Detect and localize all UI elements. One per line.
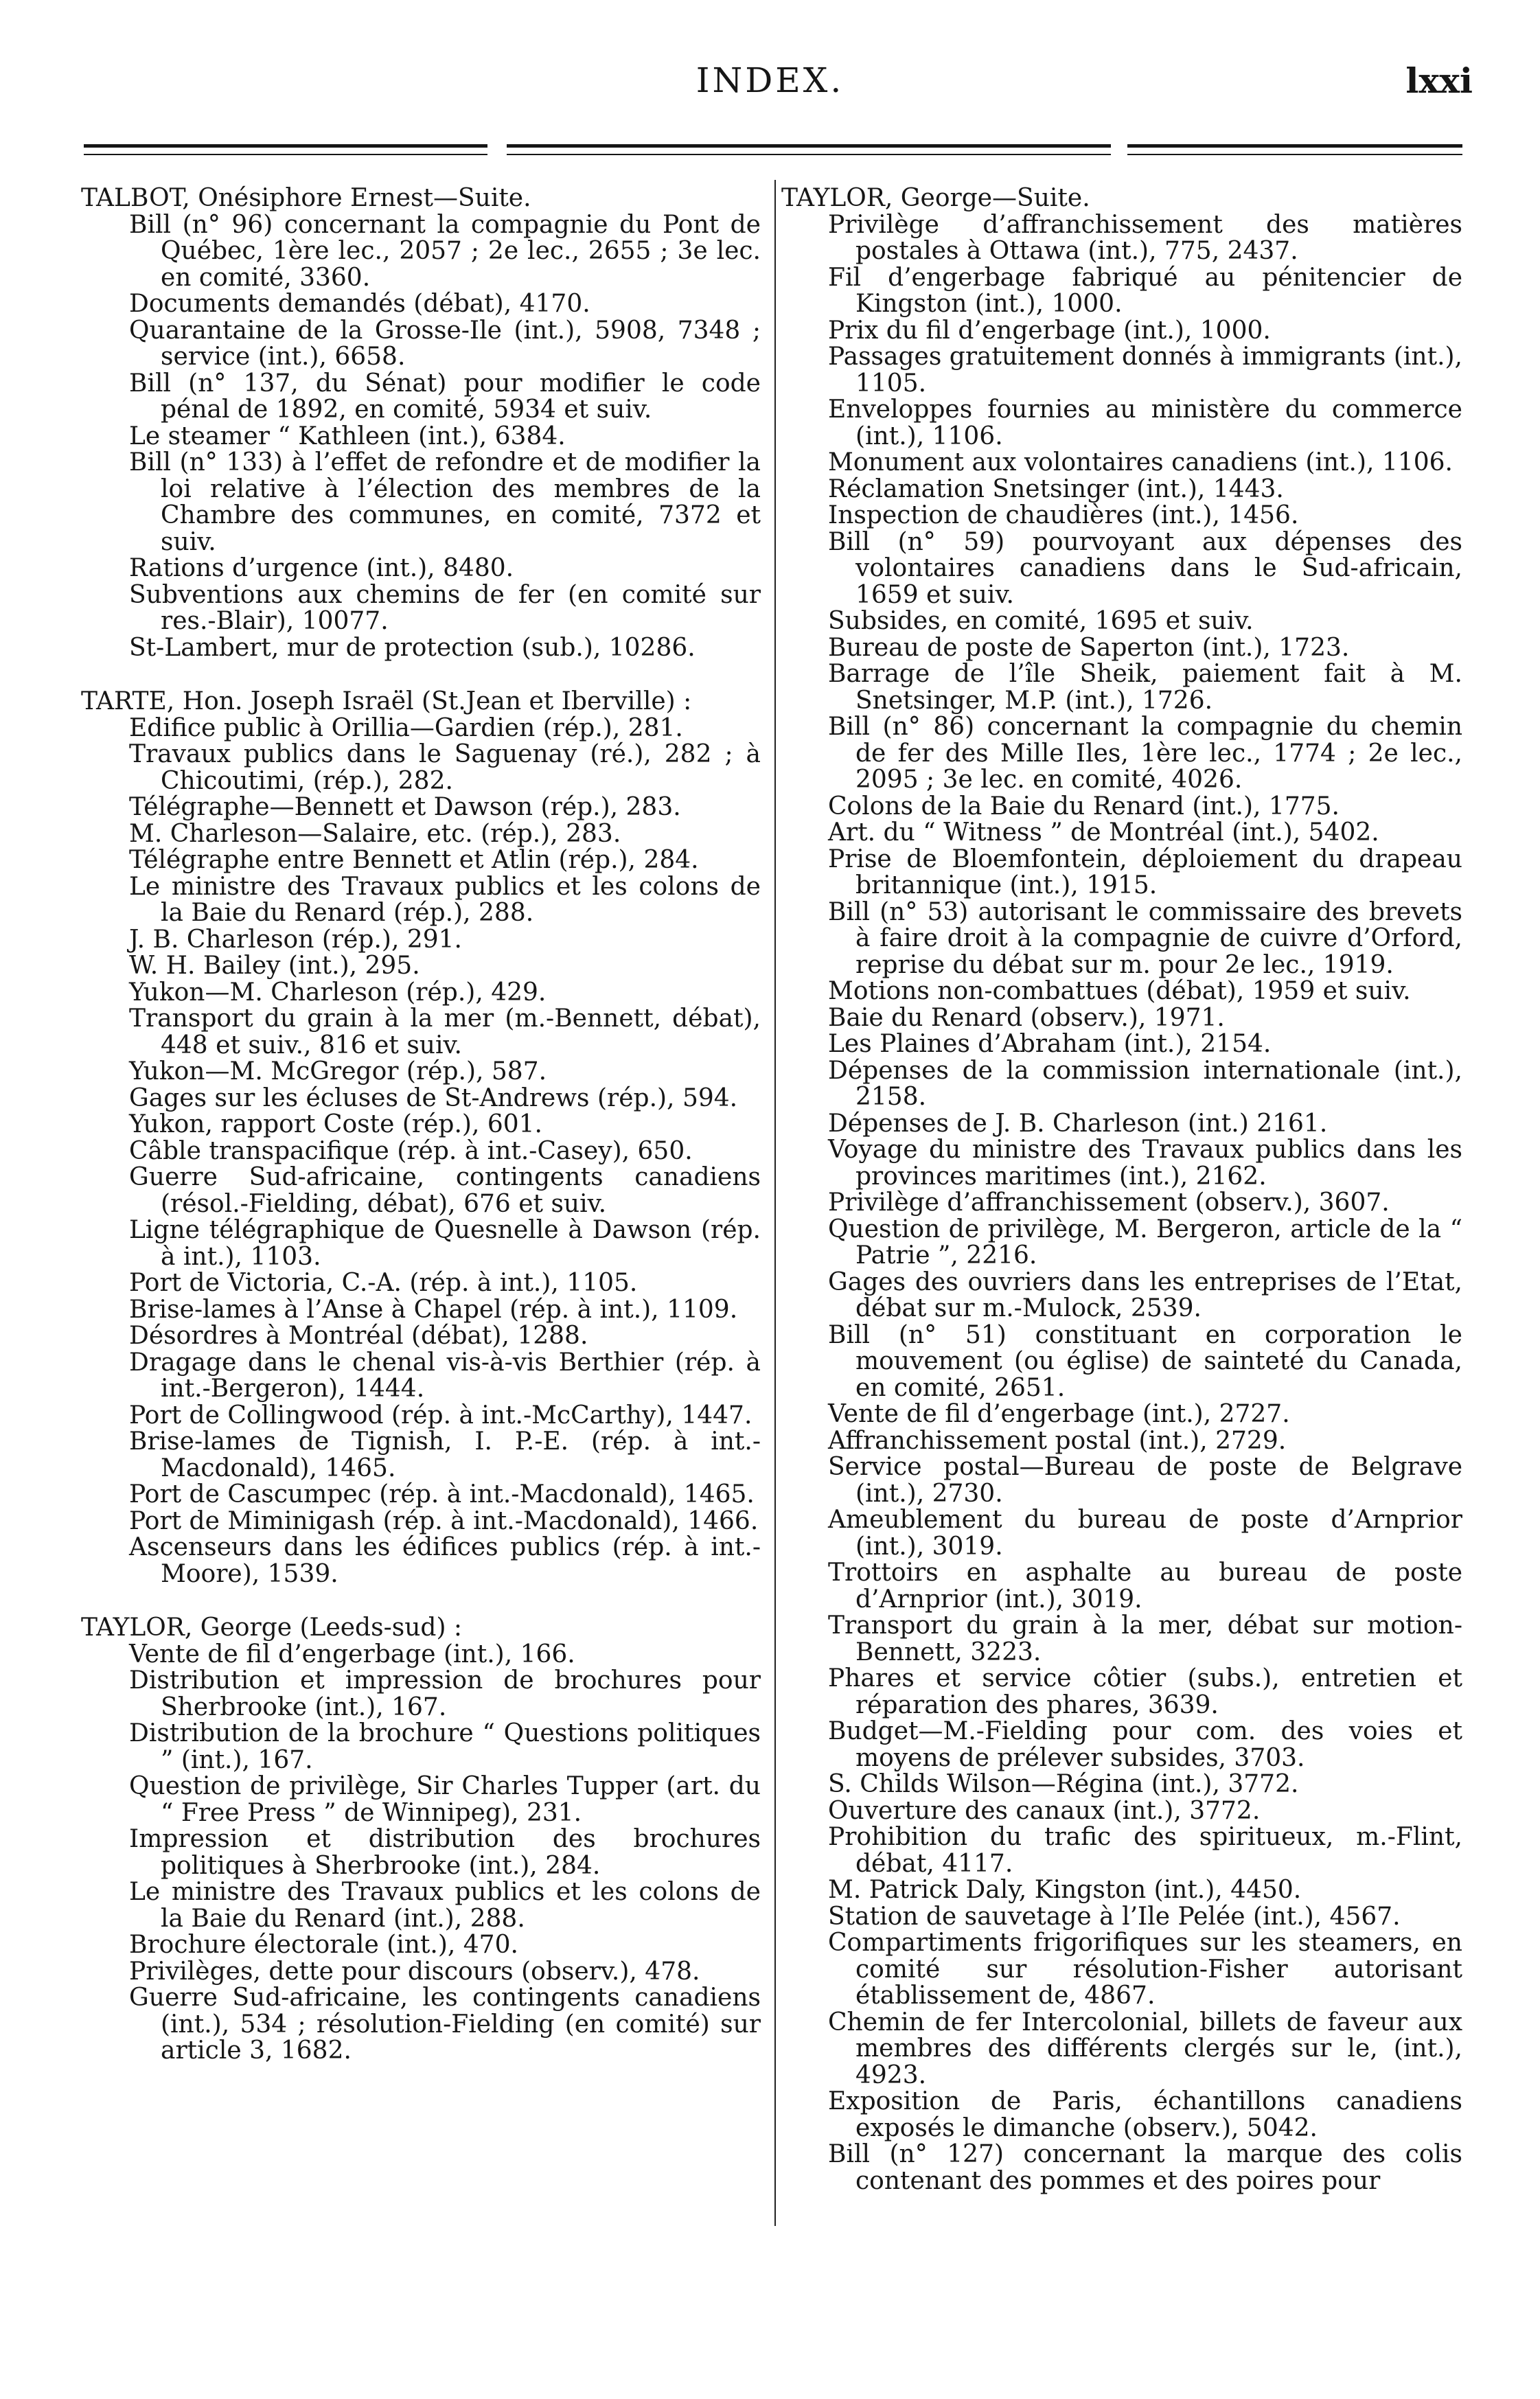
page-title: INDEX. [696, 60, 844, 100]
entry-item: Monument aux volontaires canadiens (int.), 1106. [828, 448, 1453, 477]
entry-item: M. Patrick Daly, Kingston (int.), 4450. [828, 1876, 1302, 1904]
entry-item: M. Charleson—Salaire, etc. (rép.), 283. [129, 819, 621, 848]
entry-item: Bill (n° 51) constituant en corporation le mouvement (ou église) de sainteté du Canada, en comité, 2651. [828, 1320, 1462, 1402]
entry-gap [81, 661, 761, 689]
entry-item: Trottoirs en asphalte au bureau de poste d’Arnprior (int.), 3019. [828, 1559, 1462, 1614]
entry-item: Port de Miminigash (rép. à int.-Macdonald), 1466. [129, 1506, 759, 1535]
header-rule-right-thin [1127, 154, 1462, 155]
entry-item: Subsides, en comité, 1695 et suiv. [828, 607, 1254, 635]
entry-item: Le steamer “ Kathleen (int.), 6384. [129, 422, 566, 450]
entry-item: S. Childs Wilson—Régina (int.), 3772. [828, 1770, 1299, 1798]
entry-item: Yukon, rapport Coste (rép.), 601. [129, 1110, 542, 1138]
entry-item: Service postal—Bureau de poste de Belgrave (int.), 2730. [828, 1453, 1462, 1508]
entry-item: Documents demandés (débat), 4170. [129, 290, 590, 318]
entry-item: Ouverture des canaux (int.), 3772. [828, 1796, 1261, 1825]
entry-item: Inspection de chaudières (int.), 1456. [828, 501, 1299, 529]
entry-item: J. B. Charleson (rép.), 291. [129, 925, 462, 954]
entry-heading: TAYLOR, George (Leeds-sud) : [81, 1614, 463, 1642]
entry-item: Yukon—M. Charleson (rép.), 429. [129, 978, 547, 1007]
entry-item: Prise de Bloemfontein, déploiement du drapeau britannique (int.), 1915. [828, 845, 1462, 899]
entry-item: Port de Cascumpec (rép. à int.-Macdonald), 1465. [129, 1480, 755, 1508]
entry-item: Bill (n° 137, du Sénat) pour modifier le code pénal de 1892, en comité, 5934 et suiv. [129, 369, 761, 424]
entry-item: Désordres à Montréal (débat), 1288. [129, 1322, 588, 1350]
entry-item: Budget—M.-Fielding pour com. des voies et moyens de prélever subsides, 3703. [828, 1717, 1462, 1772]
entry-item: Voyage du ministre des Travaux publics dans les provinces maritimes (int.), 2162. [828, 1136, 1462, 1191]
entry-item: Barrage de l’île Sheik, paiement fait à M. Snetsinger, M.P. (int.), 1726. [828, 660, 1462, 715]
entry-item: Bill (n° 59) pourvoyant aux dépenses des volontaires canadiens dans le Sud-africain, 1659 et suiv. [828, 527, 1462, 609]
entry-item: Question de privilège, Sir Charles Tupper (art. du “ Free Press ” de Winnipeg), 231. [129, 1772, 761, 1827]
entry-item: Passages gratuitement donnés à immigrants (int.), 1105. [828, 343, 1462, 398]
header-rule-left-thin [84, 154, 487, 155]
entry-item: Question de privilège, M. Bergeron, article de la “ Patrie ”, 2216. [828, 1215, 1462, 1270]
entry-item: Les Plaines d’Abraham (int.), 2154. [828, 1030, 1272, 1058]
entry-item: Dépenses de J. B. Charleson (int.) 2161. [828, 1109, 1328, 1138]
entry-item: Baie du Renard (observ.), 1971. [828, 1003, 1225, 1032]
entry-item: Art. du “ Witness ” de Montréal (int.), 5402. [828, 818, 1379, 847]
entry-item: Edifice public à Orillia—Gardien (rép.), 281. [129, 713, 683, 742]
entry-gap [81, 1587, 761, 1615]
entry-item: Impression et distribution des brochures politiques à Sherbrooke (int.), 284. [129, 1825, 761, 1880]
entry-item: W. H. Bailey (int.), 295. [129, 952, 420, 980]
right-column [781, 185, 1462, 2194]
entry-item: Vente de fil d’engerbage (int.), 2727. [828, 1400, 1290, 1428]
entry-item: Enveloppes fournies au ministère du commerce (int.), 1106. [828, 395, 1462, 450]
entry-item: Transport du grain à la mer, débat sur motion-Bennett, 3223. [828, 1611, 1462, 1666]
entry-item: Le ministre des Travaux publics et les colons de la Baie du Renard (rép.), 288. [129, 872, 761, 927]
entry-heading: TARTE, Hon. Joseph Israël (St.Jean et Iberville) : [81, 687, 692, 715]
entry-item: Bill (n° 86) concernant la compagnie du chemin de fer des Mille Iles, 1ère lec., 1774 ; 2e lec., 2095 ; 3e lec. en comité, 4026. [828, 713, 1462, 794]
entry-item: Motions non-combattues (débat), 1959 et suiv. [828, 977, 1411, 1005]
entry-item: Brise-lames de Tignish, I. P.-E. (rép. à int.-Macdonald), 1465. [129, 1427, 761, 1482]
entry-item: Travaux publics dans le Saguenay (ré.), 282 ; à Chicoutimi, (rép.), 282. [129, 740, 761, 795]
entry-item: Bureau de poste de Saperton (int.), 1723. [828, 633, 1350, 662]
entry-item: Privilège d’affranchissement (observ.), 3607. [828, 1189, 1390, 1217]
entry-item: Dépenses de la commission internationale (int.), 2158. [828, 1056, 1462, 1111]
entry-item: Gages sur les écluses de St-Andrews (rép.), 594. [129, 1083, 738, 1112]
page-number: lxxi [1405, 60, 1473, 101]
entry-item: Bill (n° 133) à l’effet de refondre et de modifier la loi relative à l’élection des membres de la Chambre des communes, en comité, 7372 et suiv. [129, 448, 761, 556]
entry-item: Compartiments frigorifiques sur les steamers, en comité sur résolution-Fisher autorisant établissement de, 4867. [828, 1929, 1462, 2010]
entry-item: Prix du fil d’engerbage (int.), 1000. [828, 316, 1271, 345]
header-rule-right-thick [1127, 144, 1462, 148]
entry-item: Privilèges, dette pour discours (observ.), 478. [129, 1957, 700, 1986]
entry-item: Télégraphe entre Bennett et Atlin (rép.), 284. [129, 846, 699, 874]
entry-item: Ligne télégraphique de Quesnelle à Dawson (rép. à int.), 1103. [129, 1216, 761, 1271]
index-entry [81, 1615, 761, 2065]
index-entry [81, 689, 761, 1587]
entry-item: Ascenseurs dans les édifices publics (rép. à int.-Moore), 1539. [129, 1533, 761, 1588]
entry-item: Bill (n° 53) autorisant le commissaire des brevets à faire droit à la compagnie de cuivre d’Orford, reprise du débat sur m. pour 2e lec., 1919. [828, 897, 1462, 979]
entry-item: Affranchissement postal (int.), 2729. [828, 1426, 1287, 1455]
entry-item: Colons de la Baie du Renard (int.), 1775. [828, 792, 1340, 820]
entry-item: Brochure électorale (int.), 470. [129, 1931, 518, 1959]
entry-heading: TALBOT, Onésiphore Ernest—Suite. [81, 184, 531, 212]
entry-item: Station de sauvetage à l’Ile Pelée (int.), 4567. [828, 1902, 1401, 1931]
index-entry [81, 185, 761, 661]
entry-item: Câble transpacifique (rép. à int.-Casey), 650. [129, 1136, 693, 1165]
entry-item: Exposition de Paris, échantillons canadiens exposés le dimanche (observ.), 5042. [828, 2087, 1462, 2142]
entry-item: Distribution et impression de brochures pour Sherbrooke (int.), 167. [129, 1666, 761, 1721]
entry-heading: TAYLOR, George—Suite. [781, 184, 1090, 212]
entry-item: Quarantaine de la Grosse-Ile (int.), 5908, 7348 ; service (int.), 6658. [129, 316, 761, 371]
entry-item: Yukon—M. McGregor (rép.), 587. [129, 1057, 547, 1086]
entry-item: Bill (n° 96) concernant la compagnie du Pont de Québec, 1ère lec., 2057 ; 2e lec., 2655 ; 3e lec. en comité, 3360. [129, 210, 761, 292]
index-entry [781, 185, 1462, 2194]
entry-item: Bill (n° 127) concernant la marque des colis contenant des pommes et des poires pour [828, 2140, 1462, 2195]
header-rule-center-thick [507, 144, 1111, 148]
entry-item: Gages des ouvriers dans les entreprises de l’Etat, débat sur m.-Mulock, 2539. [828, 1267, 1462, 1322]
entry-item: Fil d’engerbage fabriqué au pénitencier de Kingston (int.), 1000. [828, 263, 1462, 318]
entry-item: St-Lambert, mur de protection (sub.), 10286. [129, 633, 696, 662]
entry-item: Télégraphe—Bennett et Dawson (rép.), 283. [129, 793, 681, 821]
entry-item: Rations d’urgence (int.), 8480. [129, 554, 514, 582]
left-column [81, 185, 761, 2065]
entry-item: Le ministre des Travaux publics et les colons de la Baie du Renard (int.), 288. [129, 1878, 761, 1933]
entry-item: Ameublement du bureau de poste d’Arnprior (int.), 3019. [828, 1506, 1462, 1561]
entry-item: Guerre Sud-africaine, contingents canadiens (résol.-Fielding, débat), 676 et suiv. [129, 1163, 761, 1218]
page-header [0, 0, 1540, 137]
entry-item: Distribution de la brochure “ Questions politiques ” (int.), 167. [129, 1719, 761, 1774]
column-divider [774, 180, 776, 2226]
header-rule-left-thick [84, 144, 487, 148]
entry-item: Phares et service côtier (subs.), entretien et réparation des phares, 3639. [828, 1664, 1462, 1719]
entry-item: Prohibition du trafic des spiritueux, m.-Flint, débat, 4117. [828, 1823, 1462, 1878]
entry-item: Brise-lames à l’Anse à Chapel (rép. à int.), 1109. [129, 1295, 738, 1324]
entry-item: Guerre Sud-africaine, les contingents canadiens (int.), 534 ; résolution-Fielding (en comité) sur article 3, 1682. [129, 1984, 761, 2065]
entry-item: Transport du grain à la mer (m.-Bennett, débat), 448 et suiv., 816 et suiv. [129, 1005, 761, 1059]
entry-item: Subventions aux chemins de fer (en comité sur res.-Blair), 10077. [129, 580, 761, 635]
entry-item: Dragage dans le chenal vis-à-vis Berthier (rép. à int.-Bergeron), 1444. [129, 1348, 761, 1403]
entry-item: Chemin de fer Intercolonial, billets de faveur aux membres des différents clergés sur le, (int.), 4923. [828, 2008, 1462, 2089]
entry-item: Réclamation Snetsinger (int.), 1443. [828, 474, 1284, 503]
entry-item: Port de Victoria, C.-A. (rép. à int.), 1105. [129, 1269, 638, 1297]
header-rule-center-thin [507, 154, 1111, 155]
entry-item: Port de Collingwood (rép. à int.-McCarthy), 1447. [129, 1401, 752, 1430]
entry-item: Vente de fil d’engerbage (int.), 166. [129, 1640, 575, 1668]
entry-item: Privilège d’affranchissement des matières postales à Ottawa (int.), 775, 2437. [828, 210, 1462, 265]
